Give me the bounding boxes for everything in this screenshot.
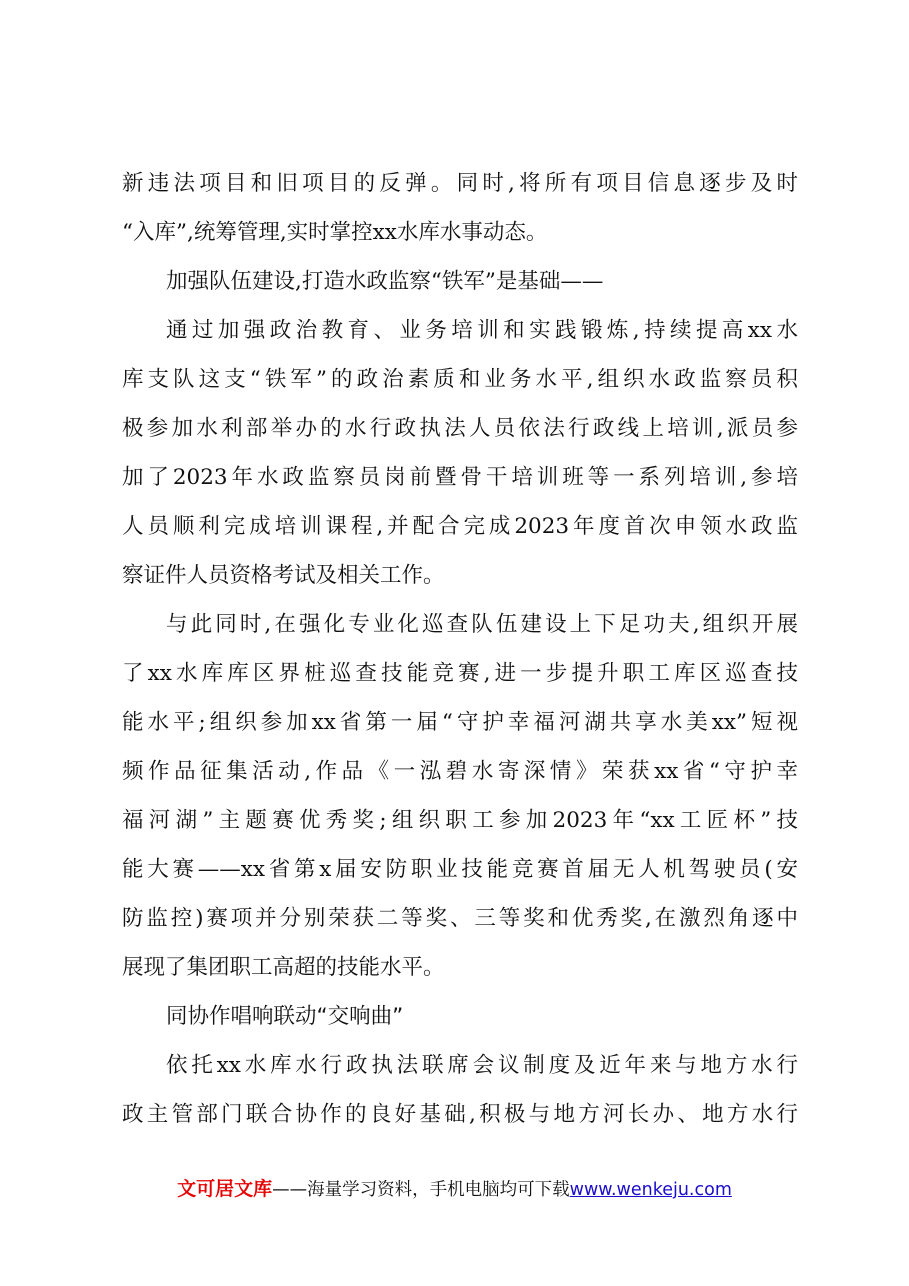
text-line: 能大赛——xx省第x届安防职业技能竞赛首届无人机驾驶员(安 (122, 857, 798, 882)
text-line: 极参加水利部举办的水行政执法人员依法行政线上培训,派员参 (122, 416, 798, 441)
text-line: 依托xx水库水行政执法联席会议制度及近年来与地方水行 (166, 1053, 798, 1078)
footer-slogan: ——海量学习资料，手机电脑均可下载 (272, 1180, 570, 1200)
text-line: 展现了集团职工高超的技能水平。 (122, 955, 445, 980)
document-body (122, 162, 798, 1142)
footer-banner (0, 1176, 909, 1203)
text-line: 能水平;组织参加xx省第一届“守护幸福河湖共享水美xx”短视 (122, 710, 798, 735)
text-line: 加强队伍建设,打造水政监察“铁军”是基础—— (166, 269, 604, 294)
section-heading: 同协作唱响联动“交响曲” (166, 1004, 404, 1029)
text-line: 与此同时,在强化专业化巡查队伍建设上下足功夫,组织开展 (166, 612, 798, 637)
footer-brand: 文可居文库 (177, 1178, 273, 1200)
text-line: 防监控)赛项并分别荣获二等奖、三等奖和优秀奖,在激烈角逐中 (122, 906, 798, 931)
text-line: 频作品征集活动,作品《一泓碧水寄深情》荣获xx省“守护幸 (122, 759, 798, 784)
text-line: 通过加强政治教育、业务培训和实践锻炼,持续提高xx水 (166, 318, 798, 343)
text-line: 了xx水库库区界桩巡查技能竞赛,进一步提升职工库区巡查技 (122, 661, 798, 686)
text-line: 新违法项目和旧项目的反弹。同时,将所有项目信息逐步及时 (122, 171, 798, 196)
text-line: 加了2023年水政监察员岗前暨骨干培训班等一系列培训,参培 (122, 465, 798, 490)
text-line: 人员顺利完成培训课程,并配合完成2023年度首次申领水政监 (122, 514, 798, 539)
text-line: 政主管部门联合协作的良好基础,积极与地方河长办、地方水行 (122, 1102, 798, 1127)
text-line: 察证件人员资格考试及相关工作。 (122, 563, 445, 588)
text-line: “入库”,统筹管理,实时掌控xx水库水事动态。 (122, 220, 548, 245)
text-line: 库支队这支“铁军”的政治素质和业务水平,组织水政监察员积 (122, 367, 798, 392)
text-line: 福河湖”主题赛优秀奖;组织职工参加2023年“xx工匠杯”技 (122, 808, 798, 833)
footer-site-link[interactable]: www.wenkeju.com (569, 1180, 732, 1200)
